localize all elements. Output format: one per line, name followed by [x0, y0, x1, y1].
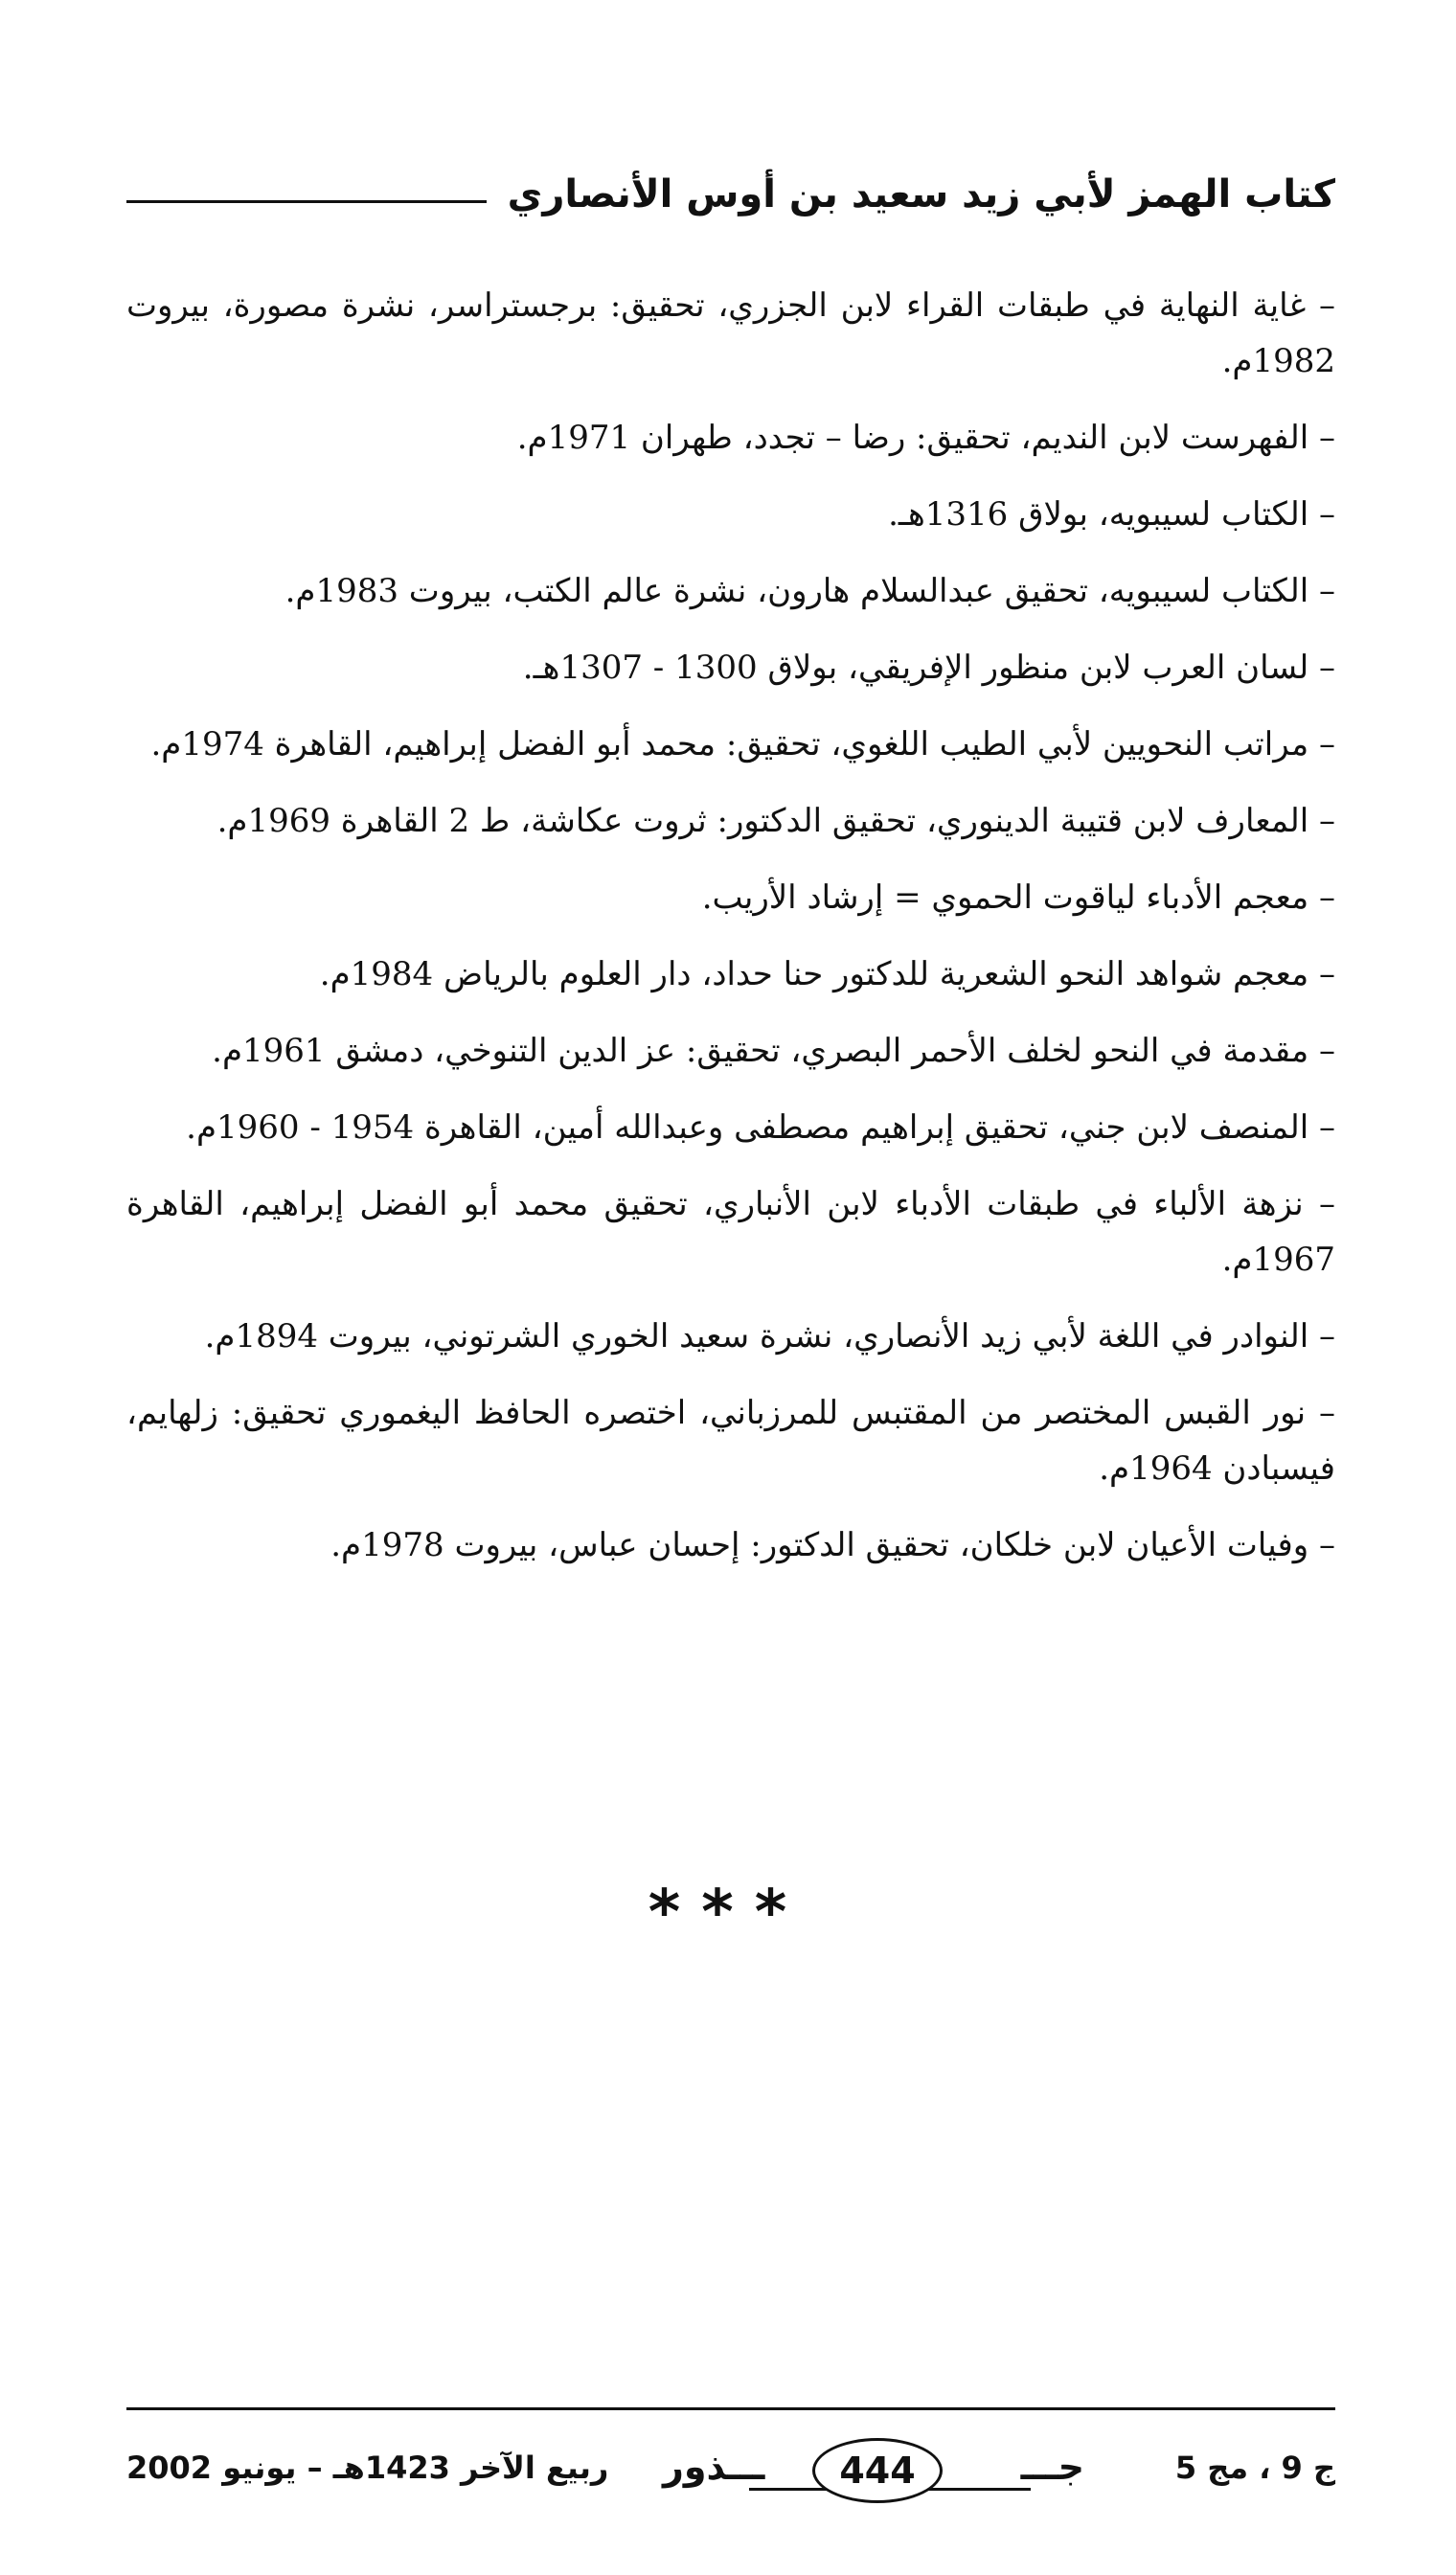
page-footer — [126, 2428, 1335, 2515]
references-list — [126, 278, 1335, 1594]
reference-item: – نزهة الألباء في طبقات الأدباء لابن الأنباري، تحقيق محمد أبو الفضل إبراهيم، القاهرة 1967م. — [126, 1185, 1335, 1279]
running-header — [126, 161, 1335, 228]
reference-item: – المعارف لابن قتيبة الدينوري، تحقيق الدكتور: ثروت عكاشة، ط 2 القاهرة 1969م. — [216, 802, 1335, 840]
page-number: 444 — [812, 2438, 943, 2503]
reference-item: – الكتاب لسيبويه، بولاق 1316هـ. — [888, 495, 1335, 534]
section-separator: *** — [648, 1878, 808, 1948]
journal-logo — [663, 2438, 1084, 2505]
reference-item: – الكتاب لسيبويه، تحقيق عبدالسلام هارون، نشرة عالم الكتب، بيروت 1983م. — [284, 572, 1335, 610]
reference-item: – معجم الأدباء لياقوت الحموي = إرشاد الأريب. — [701, 878, 1335, 917]
header-title: كتاب الهمز لأبي زيد سعيد بن أوس الأنصاري — [507, 172, 1335, 216]
header-rule — [126, 200, 487, 203]
footer-rule — [126, 2407, 1335, 2410]
journal-name-suffix: ـــذور — [663, 2446, 765, 2488]
reference-item: – لسان العرب لابن منظور الإفريقي، بولاق 1300 - 1307هـ. — [522, 649, 1335, 687]
reference-item: – مقدمة في النحو لخلف الأحمر البصري، تحقيق: عز الدين التنوخي، دمشق 1961م. — [212, 1032, 1335, 1070]
footer-date: ربيع الآخر 1423هـ – يونيو 2002 — [126, 2450, 609, 2486]
journal-name-prefix: جـــ — [1020, 2446, 1084, 2488]
reference-item: – النوادر في اللغة لأبي زيد الأنصاري، نشرة سعيد الخوري الشرتوني، بيروت 1894م. — [204, 1317, 1335, 1356]
reference-item: – نور القبس المختصر من المقتبس للمرزباني، اختصره الحافظ اليغموري تحقيق: زلهايم، فيسبادن 1964م. — [126, 1394, 1335, 1488]
reference-item: – غاية النهاية في طبقات القراء لابن الجزري، تحقيق: برجستراسر، نشرة مصورة، بيروت 1982م. — [126, 286, 1335, 380]
reference-item: – مراتب النحويين لأبي الطيب اللغوي، تحقيق: محمد أبو الفضل إبراهيم، القاهرة 1974م. — [150, 725, 1335, 763]
reference-item: – معجم شواهد النحو الشعرية للدكتور حنا حداد، دار العلوم بالرياض 1984م. — [319, 955, 1335, 993]
footer-volume: ج 9 ، مج 5 — [1174, 2450, 1335, 2486]
reference-item: – وفيات الأعيان لابن خلكان، تحقيق الدكتور: إحسان عباس، بيروت 1978م. — [330, 1526, 1335, 1564]
reference-item: – المنصف لابن جني، تحقيق إبراهيم مصطفى وعبدالله أمين، القاهرة 1954 - 1960م. — [186, 1108, 1335, 1147]
reference-item: – الفهرست لابن النديم، تحقيق: رضا – تجدد، طهران 1971م. — [516, 419, 1335, 457]
